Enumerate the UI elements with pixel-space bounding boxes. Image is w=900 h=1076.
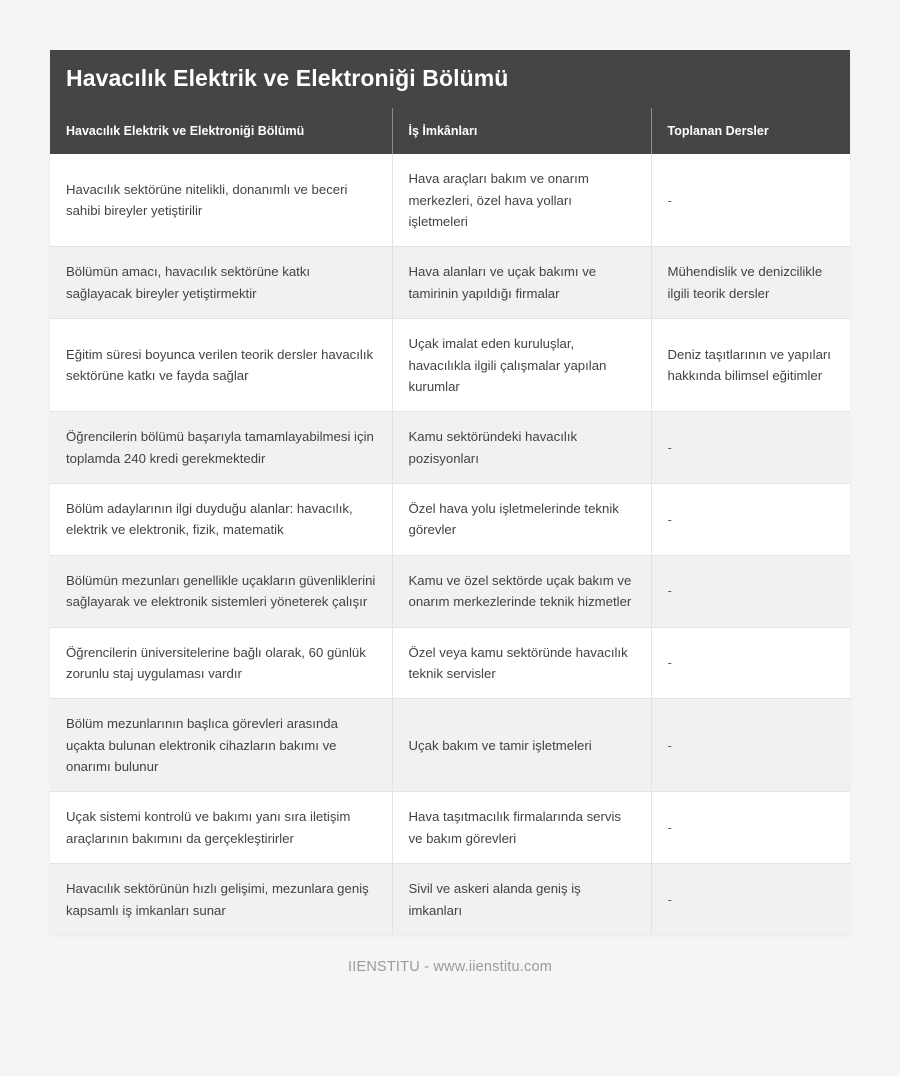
table-cell-3: - <box>651 792 850 864</box>
table-cell-3: - <box>651 412 850 484</box>
table-cell-3: - <box>651 154 850 247</box>
table-cell-3: Mühendislik ve denizcilikle ilgili teorik dersler <box>651 247 850 319</box>
table-row <box>50 319 850 412</box>
table-cell-1: Havacılık sektörüne nitelikli, donanımlı ve beceri sahibi bireyler yetiştirilir <box>50 154 392 247</box>
table-row <box>50 555 850 627</box>
footer <box>50 959 850 975</box>
table-cell-2: Hava taşıtmacılık firmalarında servis ve bakım görevleri <box>392 792 651 864</box>
table-cell-3: - <box>651 627 850 699</box>
table-cell-1: Bölümün amacı, havacılık sektörüne katkı sağlayacak bireyler yetiştirmektir <box>50 247 392 319</box>
table-cell-1: Bölümün mezunları genellikle uçakların güvenliklerini sağlayarak ve elektronik sistemleri yöneterek çalışır <box>50 555 392 627</box>
table-cell-2: Hava araçları bakım ve onarım merkezleri, özel hava yolları işletmeleri <box>392 154 651 247</box>
table-cell-1: Öğrencilerin üniversitelerine bağlı olarak, 60 günlük zorunlu staj uygulaması vardır <box>50 627 392 699</box>
table-row <box>50 627 850 699</box>
comparison-table <box>50 108 850 935</box>
table-cell-2: Özel veya kamu sektöründe havacılık teknik servisler <box>392 627 651 699</box>
table-row <box>50 864 850 935</box>
table-row <box>50 154 850 247</box>
table-cell-3: - <box>651 484 850 556</box>
table-cell-2: Uçak bakım ve tamir işletmeleri <box>392 699 651 792</box>
table-head <box>50 108 850 154</box>
table-cell-3: - <box>667 891 672 907</box>
column-header-collected-courses: Toplanan Dersler <box>667 124 769 138</box>
table-header-row <box>50 108 850 154</box>
table-cell-1: Eğitim süresi boyunca verilen teorik dersler havacılık sektörüne katkı ve fayda sağlar <box>50 319 392 412</box>
table-row <box>50 699 850 792</box>
column-header-job-opportunities: İş İmkânları <box>392 108 651 154</box>
table-row <box>50 792 850 864</box>
table-cell-2: Uçak imalat eden kuruluşlar, havacılıkla ilgili çalışmalar yapılan kurumlar <box>392 319 651 412</box>
table-cell-2: Sivil ve askeri alanda geniş iş imkanları <box>392 864 651 935</box>
table-cell-1: Havacılık sektörünün hızlı gelişimi, mezunlara geniş kapsamlı iş imkanları sunar <box>50 864 392 935</box>
table-row <box>50 412 850 484</box>
table-card <box>50 50 850 935</box>
column-header-department: Havacılık Elektrik ve Elektroniği Bölümü <box>50 108 392 154</box>
table-cell-2: Kamu sektöründeki havacılık pozisyonları <box>392 412 651 484</box>
table-cell-1: Uçak sistemi kontrolü ve bakımı yanı sıra iletişim araçlarının bakımını da gerçekleştirirler <box>50 792 392 864</box>
table-row <box>50 247 850 319</box>
table-cell-1: Bölüm mezunlarının başlıca görevleri arasında uçakta bulunan elektronik cihazların bakımı ve onarımı bulunur <box>50 699 392 792</box>
table-cell-3: - <box>651 555 850 627</box>
table-cell-2: Özel hava yolu işletmelerinde teknik görevler <box>392 484 651 556</box>
table-cell-2: Hava alanları ve uçak bakımı ve tamirinin yapıldığı firmalar <box>392 247 651 319</box>
table-row <box>50 484 850 556</box>
table-cell-3: Deniz taşıtlarının ve yapıları hakkında bilimsel eğitimler <box>651 319 850 412</box>
table-cell-1: Öğrencilerin bölümü başarıyla tamamlayabilmesi için toplamda 240 kredi gerekmektedir <box>50 412 392 484</box>
table-cell-3: - <box>651 699 850 792</box>
table-body <box>50 154 850 935</box>
page-title: Havacılık Elektrik ve Elektroniği Bölümü <box>66 65 509 92</box>
table-cell-2: Kamu ve özel sektörde uçak bakım ve onarım merkezlerinde teknik hizmetler <box>392 555 651 627</box>
title-bar <box>50 50 850 108</box>
footer-brand-text: IIENSTITU - www.iienstitu.com <box>348 958 552 975</box>
table-cell-1: Bölüm adaylarının ilgi duyduğu alanlar: havacılık, elektrik ve elektronik, fizik, matematik <box>50 484 392 556</box>
